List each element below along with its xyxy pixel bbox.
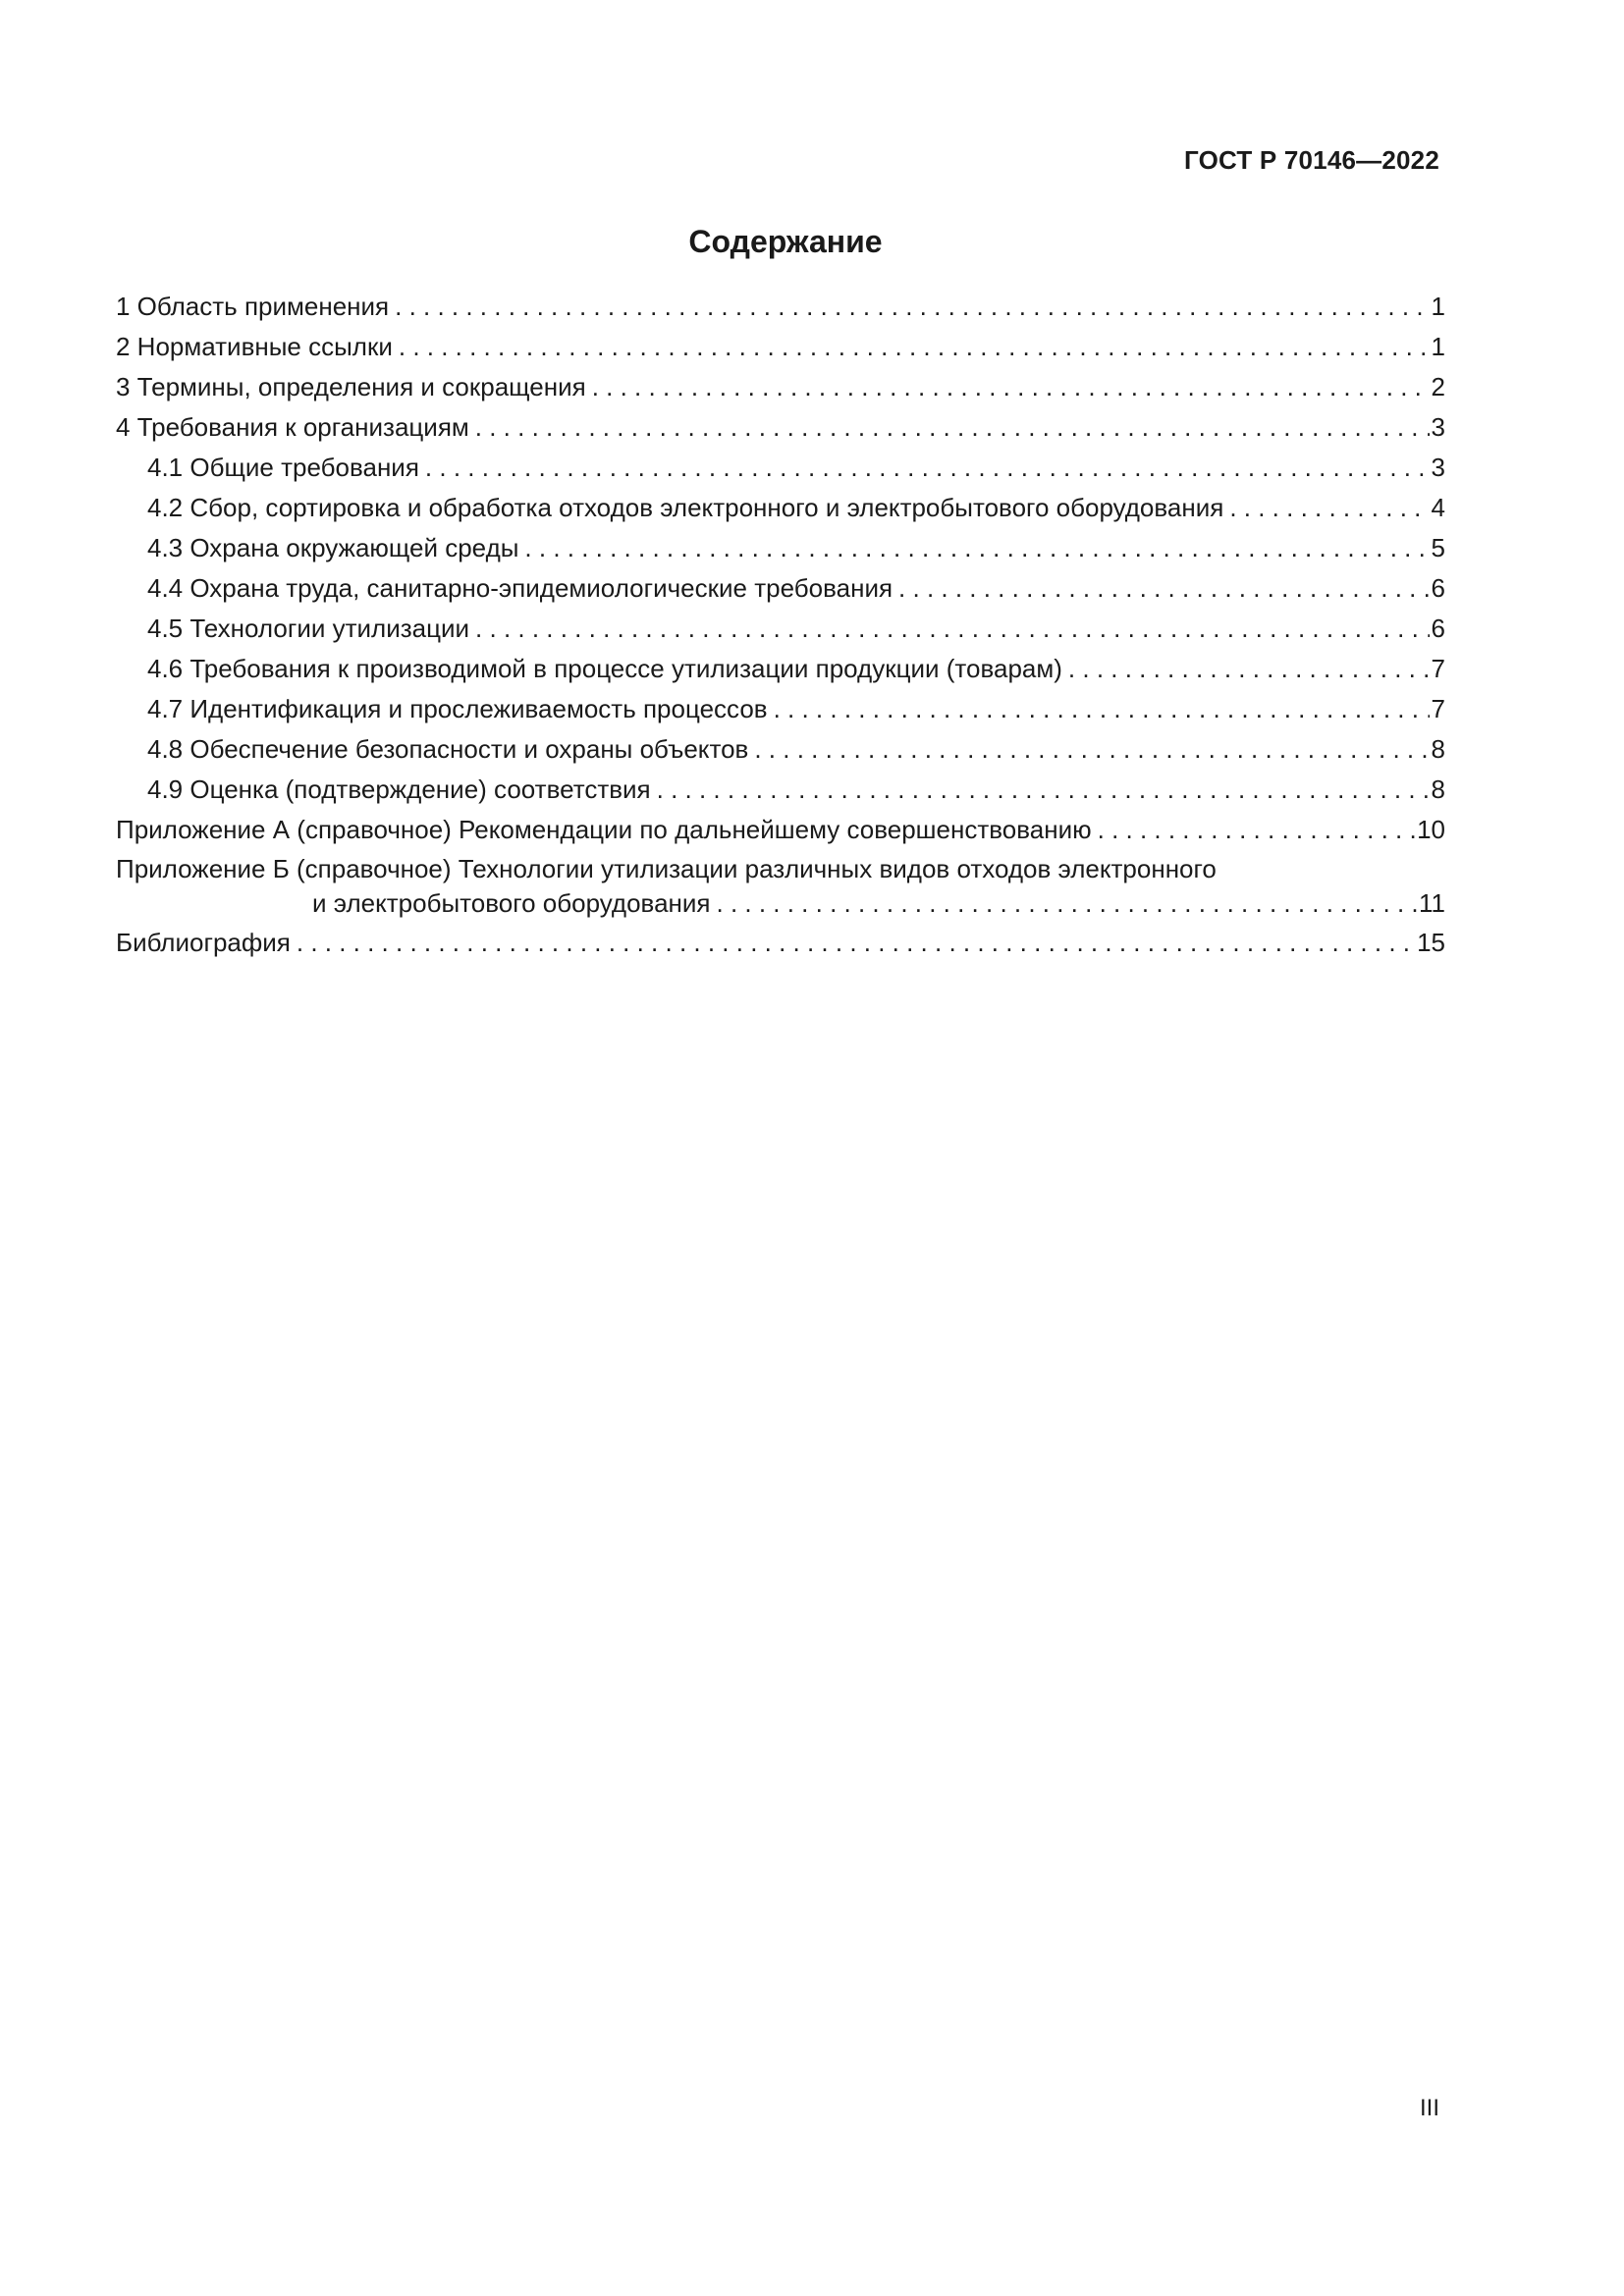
toc-dot-leader <box>1068 649 1430 689</box>
toc-entry-label: 4.9 Оценка (подтверждение) соответствия <box>147 774 651 804</box>
toc-entry-appendix-b[interactable] <box>116 852 1445 921</box>
toc-entry-page: 1 <box>1431 332 1445 361</box>
toc-dot-leader <box>475 609 1429 649</box>
toc-entry-label: 4.3 Охрана окружающей среды <box>147 533 519 562</box>
toc-title: Содержание <box>688 224 883 259</box>
toc-dot-leader <box>524 528 1429 568</box>
page-number: III <box>1419 2095 1439 2121</box>
toc-entry[interactable] <box>116 367 1445 407</box>
toc-entry-page: 3 <box>1431 453 1445 482</box>
toc-dot-leader <box>297 923 1415 963</box>
toc-entry[interactable] <box>116 327 1445 367</box>
toc-entry-page: 3 <box>1431 412 1445 442</box>
toc-dot-leader <box>1229 488 1429 528</box>
toc-entry[interactable] <box>116 407 1445 448</box>
toc-entry-label: 1 Область применения <box>116 292 390 321</box>
toc-dot-leader <box>425 448 1430 488</box>
toc-dot-leader <box>395 287 1429 327</box>
toc-entry-label: Библиография <box>116 928 291 957</box>
toc-entry-label: 2 Нормативные ссылки <box>116 332 393 361</box>
toc-dot-leader <box>657 770 1430 810</box>
toc-entry[interactable] <box>116 770 1445 810</box>
toc-entry[interactable] <box>116 729 1445 770</box>
toc-dot-leader <box>774 689 1430 729</box>
toc-entry-page: 11 <box>1419 888 1445 918</box>
toc-entry-page: 15 <box>1417 928 1445 957</box>
toc-entry-page: 8 <box>1431 774 1445 804</box>
table-of-contents <box>116 287 1445 963</box>
toc-entry-label: 4.8 Обеспечение безопасности и охраны объектов <box>147 734 749 764</box>
toc-entry[interactable] <box>116 649 1445 689</box>
toc-entry-bibliography[interactable] <box>116 923 1445 963</box>
toc-entry[interactable] <box>116 689 1445 729</box>
toc-entry-label: 4.4 Охрана труда, санитарно-эпидемиологические требования <box>147 573 893 603</box>
toc-entry-label: 4.1 Общие требования <box>147 453 419 482</box>
toc-entry-label: 4.7 Идентификация и прослеживаемость процессов <box>147 694 768 723</box>
toc-dot-leader <box>1098 810 1415 850</box>
toc-dot-leader <box>592 367 1430 407</box>
toc-entry-page: 5 <box>1431 533 1445 562</box>
toc-entry-page: 8 <box>1431 734 1445 764</box>
toc-dot-leader <box>754 729 1429 770</box>
toc-entry[interactable] <box>116 528 1445 568</box>
toc-entry-page: 7 <box>1431 654 1445 683</box>
toc-entry[interactable] <box>116 287 1445 327</box>
toc-entry-page: 10 <box>1417 815 1445 844</box>
toc-entry-label-line1: Приложение Б (справочное) Технологии утилизации различных видов отходов электронного <box>116 854 1217 883</box>
toc-entry-label: 4.5 Технологии утилизации <box>147 614 470 643</box>
toc-entry-page: 7 <box>1431 694 1445 723</box>
toc-entries <box>116 287 1445 850</box>
toc-entry[interactable] <box>116 568 1445 609</box>
toc-entry-label: 3 Термины, определения и сокращения <box>116 372 586 401</box>
toc-entry-label: 4 Требования к организациям <box>116 412 469 442</box>
toc-entry-page: 6 <box>1431 614 1445 643</box>
toc-entry-page: 1 <box>1431 292 1445 321</box>
toc-dot-leader <box>399 327 1430 367</box>
toc-entry-label: 4.2 Сбор, сортировка и обработка отходов электронного и электробытового оборудования <box>147 493 1224 522</box>
toc-entry[interactable] <box>116 810 1445 850</box>
toc-entry-page: 6 <box>1431 573 1445 603</box>
toc-entry[interactable] <box>116 448 1445 488</box>
toc-dot-leader <box>475 407 1430 448</box>
toc-entry-page: 2 <box>1431 372 1445 401</box>
toc-entry[interactable] <box>116 609 1445 649</box>
toc-entry-label: 4.6 Требования к производимой в процессе утилизации продукции (товарам) <box>147 654 1062 683</box>
toc-entry-label: Приложение А (справочное) Рекомендации по дальнейшему совершенствованию <box>116 815 1092 844</box>
toc-entry-label-line2: и электробытового оборудования <box>312 888 711 918</box>
toc-entry-page: 4 <box>1431 493 1445 522</box>
toc-dot-leader <box>717 886 1418 921</box>
toc-dot-leader <box>898 568 1429 609</box>
document-code: ГОСТ Р 70146—2022 <box>1184 145 1439 175</box>
toc-entry[interactable] <box>116 488 1445 528</box>
